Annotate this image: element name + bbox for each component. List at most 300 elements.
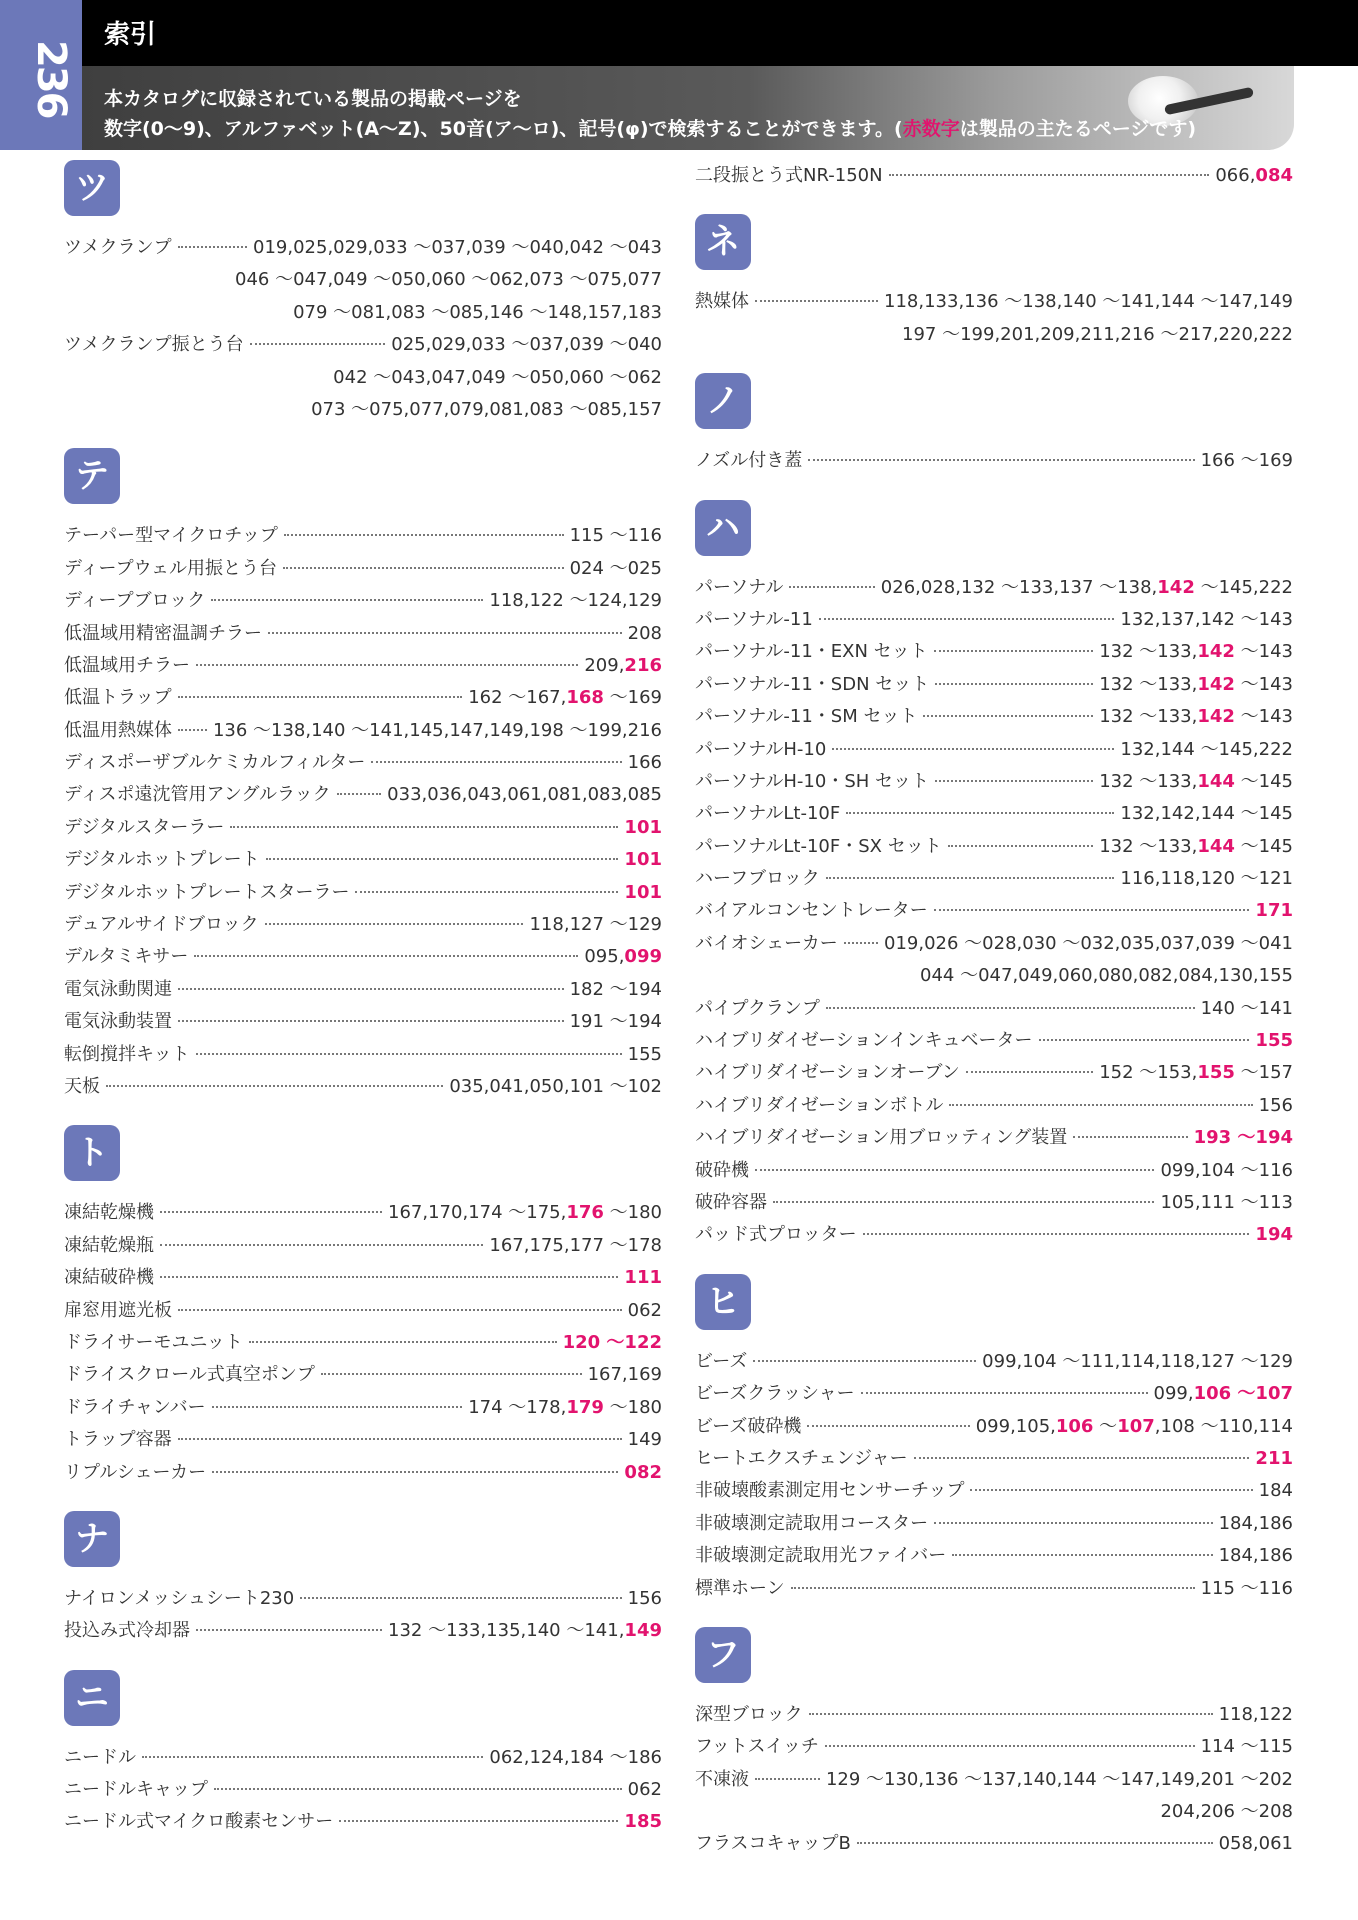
index-entry[interactable]	[64, 1262, 662, 1294]
main-page-number: 216	[624, 654, 662, 676]
index-entry[interactable]	[64, 941, 662, 973]
entry-pages-continued: 042 ～043,047,049 ～050,060 ～062	[333, 366, 662, 388]
page-numbers: 035,041,050,101 ～102	[449, 1075, 662, 1097]
index-entry[interactable]	[695, 604, 1293, 636]
index-entry-row	[695, 669, 1293, 701]
entry-name: リプルシェーカー	[64, 1461, 207, 1483]
index-entry[interactable]	[64, 1197, 662, 1229]
entry-pages-continued: 046 ～047,049 ～050,060 ～062,073 ～075,077	[235, 269, 662, 291]
index-entry-row	[64, 844, 662, 876]
page-numbers: 132 ～133,135,140 ～141,	[388, 1620, 625, 1642]
index-entry[interactable]	[64, 1774, 662, 1806]
index-section	[64, 1125, 662, 1489]
index-entry[interactable]	[64, 974, 662, 1006]
entry-name: ビーズ破砕機	[695, 1415, 802, 1437]
entry-pages	[624, 1806, 662, 1838]
index-entry[interactable]	[695, 1378, 1293, 1410]
entry-name: パーソナル-11・SDN セット	[695, 673, 930, 695]
index-entry[interactable]	[64, 747, 662, 779]
entry-name: ディスポ遠沈管用アングルラック	[64, 784, 331, 806]
page-number: 236	[28, 40, 74, 118]
leader-dots	[178, 1309, 622, 1311]
index-entry[interactable]	[64, 909, 662, 941]
index-entry-row	[64, 1742, 662, 1774]
entry-name: パーソナル-11・SM セット	[695, 706, 918, 728]
leader-dots	[826, 877, 1115, 879]
entry-pages	[884, 928, 1293, 960]
leader-dots	[970, 1489, 1252, 1491]
index-entry-row	[64, 1774, 662, 1806]
index-entry[interactable]	[695, 1090, 1293, 1122]
index-entry-row	[695, 895, 1293, 927]
index-entry[interactable]	[64, 1359, 662, 1391]
index-entry-row	[695, 1187, 1293, 1219]
index-entry-row	[695, 928, 1293, 960]
leader-dots	[844, 942, 878, 944]
leader-dots	[755, 1169, 1154, 1171]
leader-dots	[212, 1471, 618, 1473]
index-entry[interactable]	[64, 232, 662, 329]
entry-name: 投込み式冷却器	[64, 1620, 190, 1642]
index-entry[interactable]	[695, 831, 1293, 863]
entry-pages	[570, 553, 662, 585]
index-entry[interactable]	[64, 1742, 662, 1774]
index-entry-row	[64, 1583, 662, 1615]
index-entry[interactable]	[695, 1057, 1293, 1089]
index-entry-row	[64, 747, 662, 779]
entry-pages	[584, 941, 662, 973]
index-entry-row	[695, 636, 1293, 668]
index-entry-row	[64, 715, 662, 747]
main-page-number: 142	[1197, 641, 1235, 663]
leader-dots	[265, 923, 524, 925]
index-entry[interactable]	[64, 1583, 662, 1615]
page-numbers-after: ～143	[1234, 706, 1293, 728]
index-entry[interactable]	[64, 618, 662, 650]
entry-pages	[570, 974, 662, 1006]
leader-dots	[268, 632, 622, 634]
page-numbers: 132 ～133,	[1099, 641, 1198, 663]
index-entry-row	[64, 1295, 662, 1327]
index-entry[interactable]	[64, 1295, 662, 1327]
banner-line-2	[104, 114, 1196, 141]
entry-pages	[628, 618, 662, 650]
section-letter-badge: ノ	[695, 373, 751, 429]
entry-name: ヒートエクスチェンジャー	[695, 1447, 908, 1469]
description-banner	[82, 66, 1294, 150]
page-numbers: 140 ～141	[1200, 997, 1293, 1019]
index-entry-row	[64, 1359, 662, 1391]
index-entry[interactable]	[64, 877, 662, 909]
leader-dots	[935, 683, 1093, 685]
index-entry[interactable]	[64, 553, 662, 585]
entry-name: 低温域用精密温調チラー	[64, 622, 262, 644]
entry-pages	[1219, 1508, 1293, 1540]
leader-dots	[819, 618, 1115, 620]
main-page-number: 185	[624, 1811, 662, 1833]
leader-dots	[791, 1587, 1195, 1589]
leader-dots	[949, 1104, 1252, 1106]
leader-dots	[284, 534, 564, 536]
leader-dots	[934, 1522, 1212, 1524]
leader-dots	[283, 567, 564, 569]
index-entry[interactable]	[695, 798, 1293, 830]
leader-dots	[214, 1788, 622, 1790]
index-entry[interactable]	[695, 445, 1293, 477]
index-entry[interactable]	[64, 844, 662, 876]
entry-name: ハイブリダイゼーションボトル	[695, 1094, 944, 1116]
index-entry[interactable]	[64, 1230, 662, 1262]
page-numbers: 174 ～178,	[468, 1396, 567, 1418]
page-numbers: 156	[1258, 1094, 1293, 1116]
index-entry[interactable]	[64, 1071, 662, 1103]
leader-dots	[250, 343, 386, 345]
index-entry-row	[64, 1071, 662, 1103]
index-entry-row	[695, 1219, 1293, 1251]
leader-dots	[211, 599, 483, 601]
entry-pages	[1099, 766, 1293, 798]
page-numbers-after: ～180	[603, 1396, 662, 1418]
index-section	[64, 1511, 662, 1648]
leader-dots	[807, 1425, 969, 1427]
index-entry[interactable]	[64, 1424, 662, 1456]
index-entry[interactable]	[695, 1731, 1293, 1763]
leader-dots	[106, 1085, 443, 1087]
main-page-number: 155	[1255, 1030, 1293, 1052]
page-numbers: 182 ～194	[569, 978, 662, 1000]
index-column-left	[64, 160, 662, 1839]
leader-dots	[160, 1211, 382, 1213]
entry-name: 凍結乾燥瓶	[64, 1234, 154, 1256]
main-page-number: 155	[1197, 1062, 1235, 1084]
index-entry[interactable]	[64, 520, 662, 552]
page-numbers: 132,137,142 ～143	[1120, 608, 1293, 630]
index-entry-row	[64, 812, 662, 844]
entry-name: ディスポーザブルケミカルフィルター	[64, 752, 366, 774]
index-entry-row	[695, 1573, 1293, 1605]
entry-name: ハイブリダイゼーションインキュベーター	[695, 1030, 1033, 1052]
leader-dots	[178, 696, 463, 698]
leader-dots	[863, 1233, 1250, 1235]
entry-name: 転倒撹拌キット	[64, 1043, 190, 1065]
main-page-number: 084	[1255, 165, 1293, 186]
entry-pages	[826, 1764, 1293, 1796]
index-entry[interactable]	[64, 1615, 662, 1647]
index-entry[interactable]	[695, 1219, 1293, 1251]
index-entry[interactable]	[695, 1540, 1293, 1572]
page-numbers: 115 ～116	[569, 525, 662, 547]
index-entry[interactable]	[695, 766, 1293, 798]
index-entry-row	[695, 1122, 1293, 1154]
index-entry[interactable]	[695, 1346, 1293, 1378]
leader-dots	[1039, 1039, 1250, 1041]
index-entry-row	[695, 1508, 1293, 1540]
index-entry[interactable]	[695, 1443, 1293, 1475]
section-letter-badge: ナ	[64, 1511, 120, 1567]
entry-pages	[489, 1230, 662, 1262]
index-entry-row	[695, 1443, 1293, 1475]
leader-dots	[948, 845, 1093, 847]
entry-name: 扉窓用遮光板	[64, 1299, 172, 1321]
index-entry[interactable]	[695, 1764, 1293, 1829]
entry-name: デルタミキサー	[64, 946, 189, 968]
leader-dots	[861, 1392, 1148, 1394]
page-numbers: 184	[1258, 1480, 1293, 1502]
index-entry[interactable]	[695, 160, 1293, 192]
index-column-right	[695, 160, 1293, 1861]
page-numbers-after: ～157	[1234, 1062, 1293, 1084]
leader-dots	[966, 1071, 1093, 1073]
index-entry-row	[695, 1764, 1293, 1796]
banner-line-1: 本カタログに収録されている製品の掲載ページを	[104, 88, 522, 110]
index-entry-row	[64, 553, 662, 585]
index-entry[interactable]	[64, 1327, 662, 1359]
entry-pages	[588, 1359, 662, 1391]
leader-dots	[212, 1406, 463, 1408]
index-entry-row	[64, 520, 662, 552]
page-numbers: 118,122	[1218, 1703, 1293, 1725]
index-entry[interactable]	[695, 1411, 1293, 1443]
page-numbers: 062,124,184 ～186	[489, 1746, 662, 1768]
main-page-number: 142	[1157, 576, 1195, 598]
leader-dots	[178, 246, 247, 248]
entry-pages	[1201, 445, 1293, 477]
index-entry-row	[695, 1828, 1293, 1860]
entry-pages	[489, 1742, 662, 1774]
index-entry-row	[695, 1025, 1293, 1057]
leader-dots	[196, 1629, 382, 1631]
entry-name: ドライチャンバー	[64, 1396, 206, 1418]
entry-pages	[387, 779, 662, 811]
index-entry[interactable]	[695, 734, 1293, 766]
index-entry-row	[695, 1699, 1293, 1731]
index-entry-row	[695, 1540, 1293, 1572]
page-numbers: 066,	[1215, 165, 1256, 186]
page-numbers: 162 ～167,	[468, 687, 567, 709]
entry-pages	[1120, 734, 1293, 766]
entry-pages	[1120, 604, 1293, 636]
index-entry-row	[695, 604, 1293, 636]
index-entry[interactable]	[695, 669, 1293, 701]
title-bar	[82, 0, 1358, 66]
page-numbers-after: ～143	[1234, 673, 1293, 695]
index-entry[interactable]	[695, 895, 1293, 927]
index-entry[interactable]	[695, 1155, 1293, 1187]
leader-dots	[249, 1341, 557, 1343]
leader-dots	[846, 812, 1114, 814]
index-section	[64, 1670, 662, 1839]
page-numbers: 099,104 ～116	[1160, 1159, 1293, 1181]
main-page-number: 194	[1255, 1224, 1293, 1246]
page-numbers: 191 ～194	[569, 1011, 662, 1033]
index-entry-row	[695, 1731, 1293, 1763]
index-entry-row	[64, 1392, 662, 1424]
entry-pages	[628, 1583, 662, 1615]
entry-pages	[624, 1457, 662, 1489]
leader-dots	[230, 826, 618, 828]
entry-pages	[388, 1197, 662, 1229]
index-entry[interactable]	[695, 1573, 1293, 1605]
index-entry-row	[695, 701, 1293, 733]
section-letter-badge: ハ	[695, 500, 751, 556]
main-page-number: 142	[1197, 706, 1235, 728]
index-entry[interactable]	[695, 863, 1293, 895]
index-entry-row	[695, 734, 1293, 766]
page-numbers: 019,026 ～028,030 ～032,035,037,039 ～041	[884, 932, 1293, 954]
page-numbers: 152 ～153,	[1099, 1062, 1198, 1084]
page-numbers-after: ～143	[1234, 641, 1293, 663]
index-entry[interactable]	[64, 682, 662, 714]
index-entry[interactable]	[64, 585, 662, 617]
index-entry-row	[695, 766, 1293, 798]
page-numbers: 132 ～133,	[1099, 673, 1198, 695]
entry-pages	[1215, 160, 1293, 192]
entry-pages	[628, 1295, 662, 1327]
main-page-number: 107	[1117, 1415, 1155, 1437]
entry-pages	[628, 1039, 662, 1071]
page-numbers: 136 ～138,140 ～141,145,147,149,198 ～199,216	[212, 719, 662, 741]
page-numbers-after: ～180	[603, 1202, 662, 1224]
leader-dots	[808, 459, 1194, 461]
page-numbers: 184,186	[1218, 1512, 1293, 1534]
leader-dots	[160, 1276, 618, 1278]
entry-name: ツメクランプ	[64, 237, 172, 258]
index-entry[interactable]	[64, 715, 662, 747]
page-numbers: 024 ～025	[569, 557, 662, 579]
index-section	[64, 160, 662, 426]
entry-name: パーソナルH-10・SH セット	[695, 770, 929, 792]
index-entry[interactable]	[64, 1392, 662, 1424]
page-numbers: 208	[627, 622, 662, 644]
entry-name: ニードルキャップ	[64, 1779, 208, 1801]
index-entry[interactable]	[695, 1122, 1293, 1154]
index-entry[interactable]	[64, 779, 662, 811]
page-numbers: 115 ～116	[1200, 1577, 1293, 1599]
page-numbers: 209,	[584, 654, 625, 676]
entry-pages	[1099, 636, 1293, 668]
leader-dots	[142, 1756, 483, 1758]
entry-name: ドライスクロール式真空ポンプ	[64, 1364, 315, 1386]
entry-pages	[584, 650, 662, 682]
index-entry[interactable]	[695, 1508, 1293, 1540]
entry-pages	[253, 232, 662, 264]
leader-dots	[755, 300, 878, 302]
index-entry[interactable]	[695, 993, 1293, 1025]
section-letter-badge: ト	[64, 1125, 120, 1181]
index-entry[interactable]	[64, 812, 662, 844]
index-entry-row	[64, 1197, 662, 1229]
entry-name: パーソナルLt-10F	[695, 803, 841, 825]
index-entry[interactable]	[695, 286, 1293, 351]
index-entry-row	[695, 445, 1293, 477]
banner-text-b: は製品の主たるページです)	[959, 118, 1197, 140]
index-entry-row	[64, 650, 662, 682]
entry-pages	[1259, 1475, 1293, 1507]
index-entry[interactable]	[64, 1006, 662, 1038]
leader-dots	[935, 780, 1093, 782]
index-entry-row	[695, 1378, 1293, 1410]
index-entry-row	[64, 232, 662, 264]
entry-name: ハイブリダイゼーションオーブン	[695, 1062, 960, 1084]
index-entry[interactable]	[695, 928, 1293, 993]
page-numbers: 062	[627, 1299, 662, 1321]
entry-pages	[1120, 798, 1293, 830]
index-entry-row	[695, 1057, 1293, 1089]
leader-dots	[196, 664, 578, 666]
entry-name: ハイブリダイゼーション用ブロッティング装置	[695, 1127, 1068, 1149]
leader-dots	[826, 1007, 1195, 1009]
index-entry-row	[695, 572, 1293, 604]
entry-pages	[1255, 1025, 1293, 1057]
page-numbers: 058,061	[1218, 1833, 1293, 1855]
index-entry[interactable]	[695, 1828, 1293, 1860]
main-page-number: 101	[624, 849, 662, 871]
main-page-number: 144	[1197, 835, 1235, 857]
index-entry-row	[64, 779, 662, 811]
page-numbers: 095,	[584, 946, 625, 968]
page-numbers: 167,175,177 ～178	[489, 1234, 662, 1256]
main-page-number: 101	[624, 881, 662, 903]
leader-dots	[923, 715, 1093, 717]
index-entry[interactable]	[695, 701, 1293, 733]
index-entry[interactable]	[64, 650, 662, 682]
index-entry[interactable]	[695, 1187, 1293, 1219]
entry-name: パーソナルH-10	[695, 738, 827, 760]
main-page-number: 106 ～107	[1193, 1383, 1293, 1405]
index-entry[interactable]	[695, 572, 1293, 604]
entry-name: パイプクランプ	[695, 997, 820, 1019]
entry-pages	[1255, 1219, 1293, 1251]
index-entry-row	[695, 160, 1293, 192]
entry-name: ニードル	[64, 1746, 136, 1768]
index-entry[interactable]	[695, 1699, 1293, 1731]
index-entry-row	[64, 585, 662, 617]
page-numbers: 184,186	[1218, 1545, 1293, 1567]
index-entry-row	[64, 1806, 662, 1838]
entry-pages-continued: 079 ～081,083 ～085,146 ～148,157,183	[293, 301, 662, 323]
index-entry[interactable]	[64, 1806, 662, 1838]
entry-pages	[1219, 1540, 1293, 1572]
index-entry[interactable]	[64, 329, 662, 426]
page-numbers: 116,118,120 ～121	[1120, 868, 1293, 890]
leader-dots	[194, 955, 578, 957]
index-section	[695, 214, 1293, 351]
entry-name: 破砕容器	[695, 1191, 767, 1213]
index-entry[interactable]	[64, 1457, 662, 1489]
entry-pages	[1099, 831, 1293, 863]
index-entry-row	[64, 877, 662, 909]
index-entry[interactable]	[695, 1475, 1293, 1507]
leader-dots	[178, 729, 207, 731]
entry-pages	[1099, 669, 1293, 701]
entry-name: デュアルサイドブロック	[64, 914, 259, 936]
entry-pages	[628, 1424, 662, 1456]
entry-name: テーパー型マイクロチップ	[64, 525, 278, 547]
entry-pages	[391, 329, 662, 361]
index-entry[interactable]	[695, 636, 1293, 668]
entry-name: 電気泳動関連	[64, 978, 172, 1000]
index-entry-row	[64, 909, 662, 941]
entry-pages	[1120, 863, 1293, 895]
entry-name: バイオシェーカー	[695, 932, 838, 954]
page-numbers-after: ～169	[603, 687, 662, 709]
main-page-number: 171	[1255, 900, 1293, 922]
index-entry[interactable]	[64, 1039, 662, 1071]
index-entry-row	[695, 1090, 1293, 1122]
index-entry[interactable]	[695, 1025, 1293, 1057]
page-numbers-after: ,108 ～110,114	[1154, 1415, 1293, 1437]
main-page-number: 106	[1055, 1415, 1094, 1437]
